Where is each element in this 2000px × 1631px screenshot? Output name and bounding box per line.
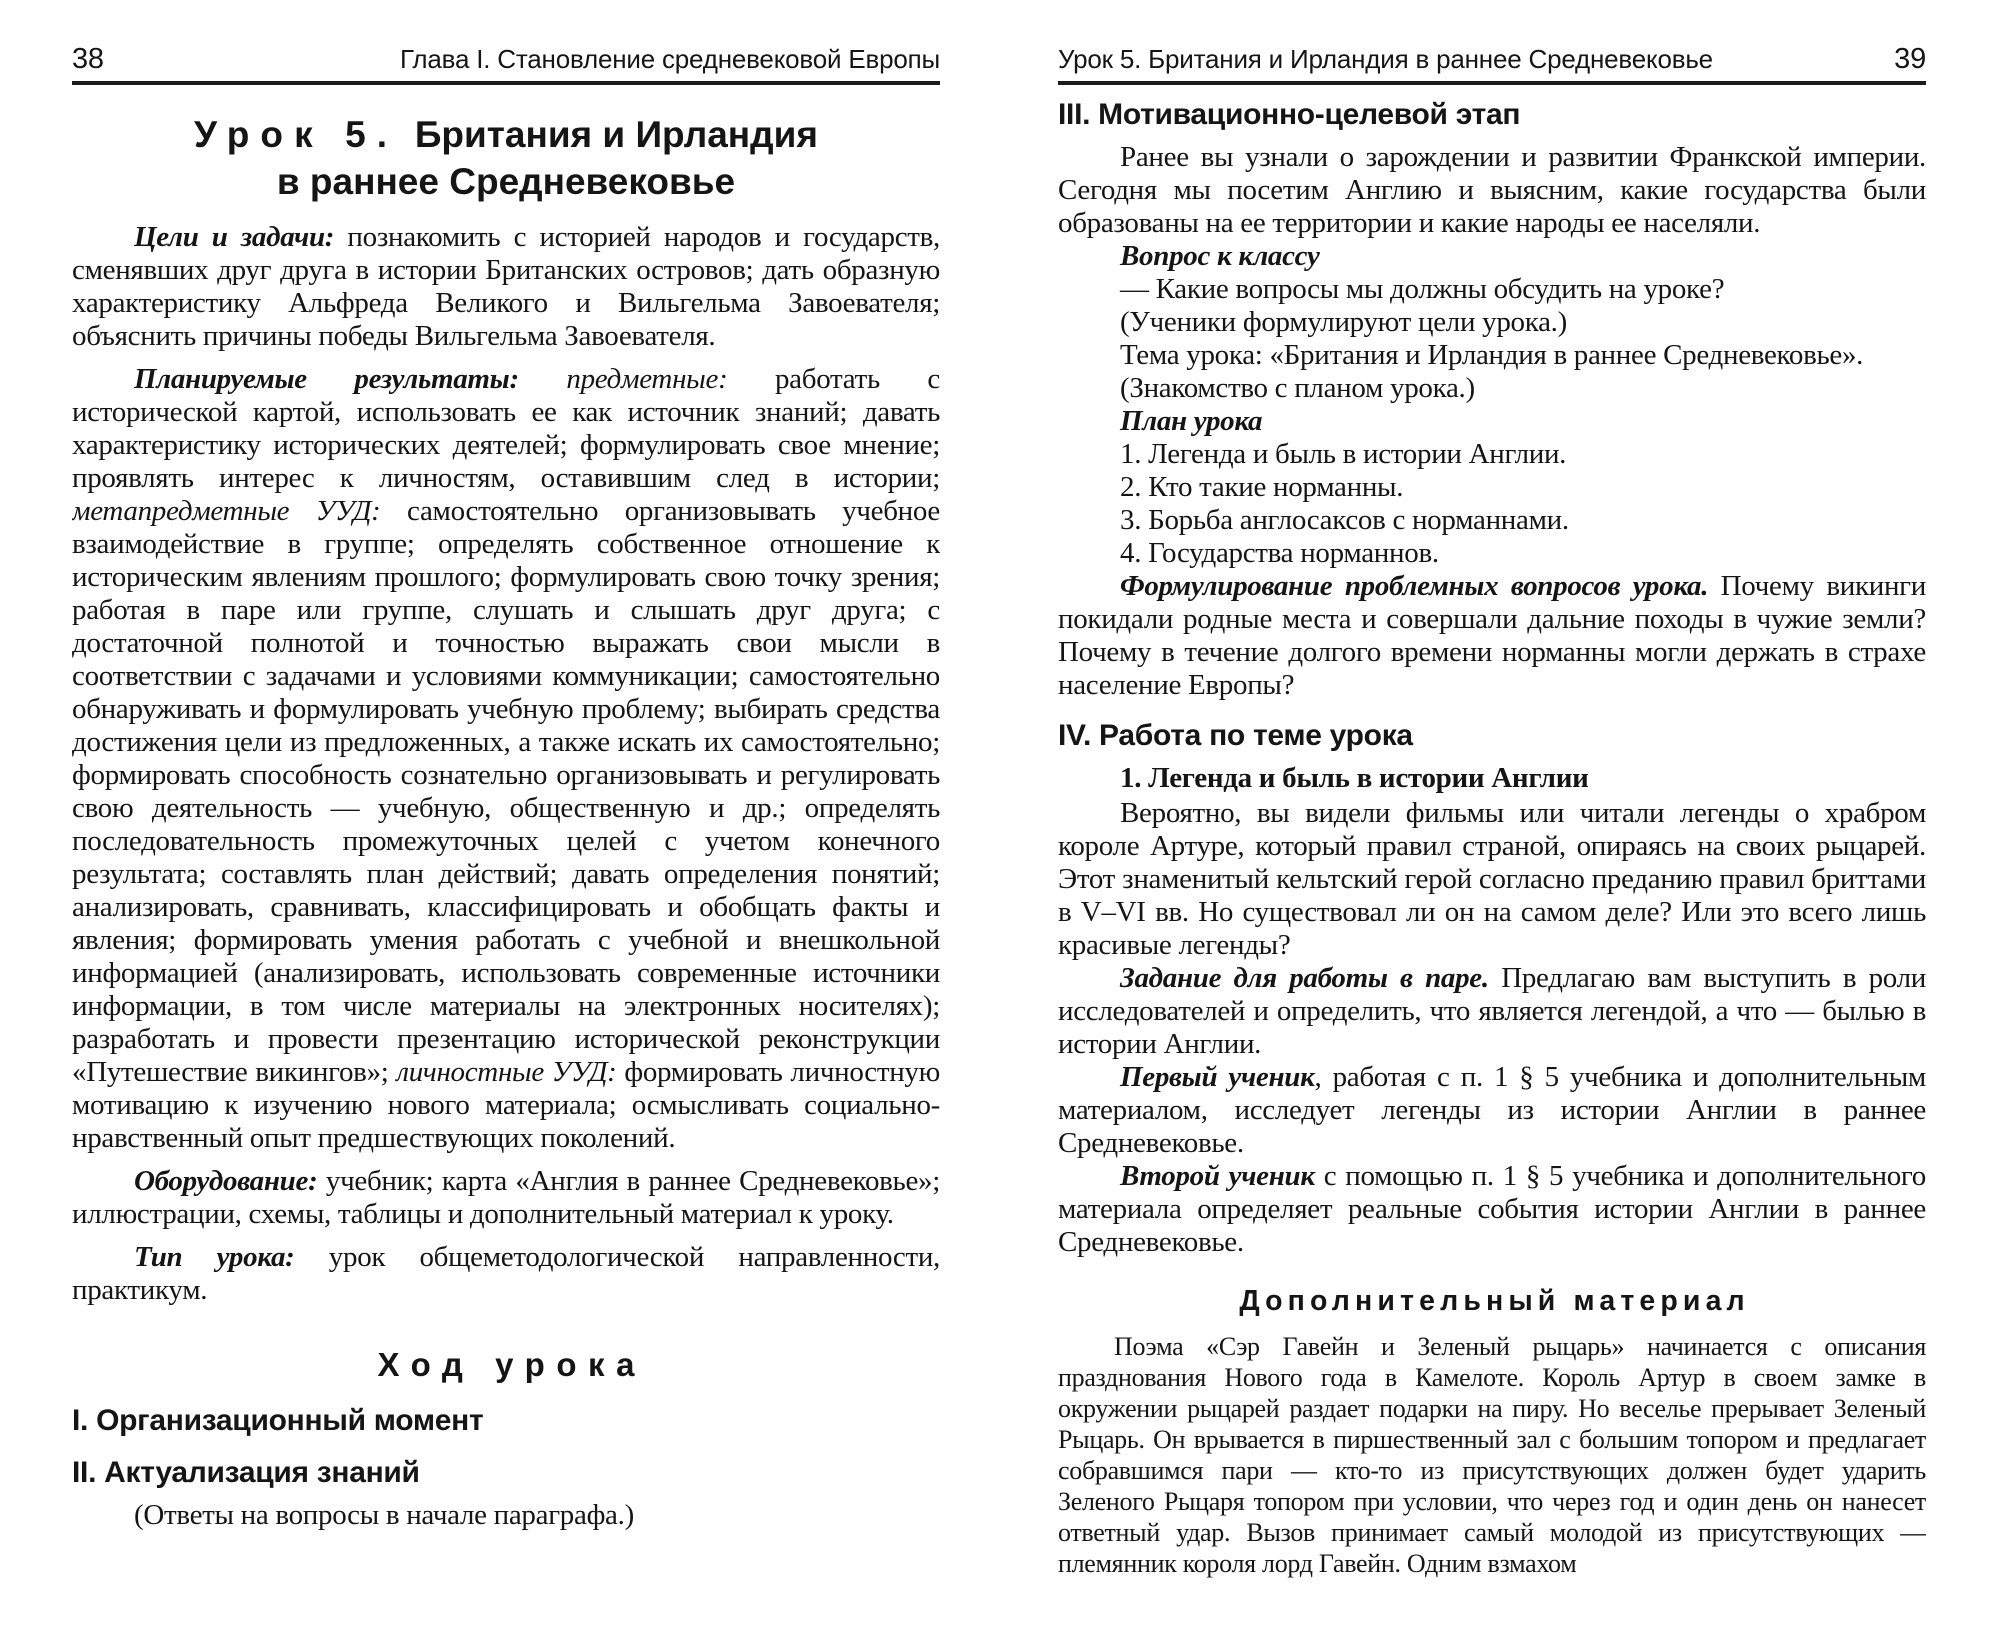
text-run: Оборудование: xyxy=(134,1165,326,1197)
page-right xyxy=(1058,0,1926,1631)
line-plan-heading xyxy=(1058,405,1926,438)
subheading-legend-and-fact: 1. Легенда и быль в истории Англии xyxy=(1120,762,1589,794)
text-run: Вероятно, вы видели фильмы или читали легенды о храбром короле Артуре, который правил страной, опираясь на своих рыцарей. Этот знаменитый кельтский герой согласно преданию правил бриттами в V–VI вв. Но существовал ли он на самом деле? Или это всего лишь красивые легенды? xyxy=(1058,797,1926,961)
lesson-title-line1-text: Британия и Ирландия xyxy=(414,114,818,155)
heading-stage-3: III. Мотивационно-целевой этап xyxy=(1058,98,1521,131)
paragraph-equipment xyxy=(72,1165,940,1231)
text-run: Цели и задачи: xyxy=(134,221,348,253)
heading-stage-2: II. Актуализация знаний xyxy=(72,1456,420,1489)
text-run: урок общеметодологической направленности, практикум. xyxy=(72,1241,940,1306)
page-left xyxy=(72,0,940,1631)
text-run: (Знакомство с планом урока.) xyxy=(1120,372,1475,404)
text-run: метапредметные УУД: xyxy=(72,495,408,527)
paragraph-first-pupil xyxy=(1058,1061,1926,1160)
text-run: 1. Легенда и быль в истории Англии. xyxy=(1120,438,1567,470)
text-run: Ранее вы узнали о зарождении и развитии Франкской империи. Сегодня мы посетим Англию и выясним, какие государства были образованы на ее территории и какие народы ее населяли. xyxy=(1058,141,1926,239)
text-run: (Ответы на вопросы в начале параграфа.) xyxy=(134,1499,634,1531)
paragraph-pair-task xyxy=(1058,962,1926,1061)
running-head: Глава I. Становление средневековой Европы xyxy=(399,44,940,74)
page-number: 38 xyxy=(72,43,104,75)
heading-stage-4: IV. Работа по теме урока xyxy=(1058,719,1413,752)
text-run: Тема урока: «Британия и Ирландия в раннее Средневековье». xyxy=(1120,339,1864,371)
text-run: План урока xyxy=(1120,405,1263,437)
text-run: познакомить с историей народов и государств, сменявших друг друга в истории Британских островов; дать образную характеристику Альфреда Великого и Вильгельма Завоевателя; объяснить причины победы Вильгельма Завоевателя. xyxy=(72,221,940,352)
line-plan-item-2 xyxy=(1058,471,1926,504)
heading-lesson-flow: Ход урока xyxy=(377,1346,646,1383)
text-run: Вопрос к классу xyxy=(1120,240,1320,272)
running-head: Урок 5. Британия и Ирландия в раннее Средневековье xyxy=(1058,44,1713,74)
header-rule xyxy=(1058,81,1926,85)
text-run: самостоятельно организовывать учебное взаимодействие в группе; определять собственное отношение к историческим явлениям прошлого; формулировать свою точку зрения; работая в паре или группе, слушать и слышать друг друга; с достаточной полнотой и точностью выражать свои мысли в соответствии с задачами и условиями коммуникации; самостоятельно обнаруживать и формулировать учебную проблему; выбирать средства достижения цели из предложенных, а также искать их самостоятельно; формировать способность сознательно организовывать и регулировать свою деятельность — учебную, общественную и др.; определять последовательность промежуточных целей с учетом конечного результата; составлять план действий; давать определения понятий; анализировать, сравнивать, классифицировать и обобщать факты и явления; формировать умения работать с учебной и внешкольной информацией (анализировать, использовать современные источники информации, в том числе материалы на электронных носителях); разработать и провести презентацию исторической реконструкции «Путешествие викингов»; xyxy=(72,495,940,1088)
text-run: предметные: xyxy=(566,363,775,395)
text-run: 2. Кто такие норманны. xyxy=(1120,471,1404,503)
line-lesson-theme xyxy=(1058,339,1926,372)
text-run: Поэма «Сэр Гавейн и Зеленый рыцарь» начинается с описания празднования Нового года в Камелоте. Король Артур в своем замке в окружении рыцарей раздает подарки на пиру. Но веселье прерывает Зеленый Рыцарь. Он врывается в пиршественный зал с большим топором и предлагает собравшимся пари — кто-то из присутствующих должен будет ударить Зеленого Рыцаря топором при условии, что через год и один день он нанесет ответный удар. Вызов принимает самый молодой из присутствующих — племянник короля лорд Гавейн. Одним взмахом xyxy=(1058,1332,1926,1578)
paragraph-lesson-type xyxy=(72,1241,940,1307)
text-run: Планируемые результаты: xyxy=(134,363,567,395)
lesson-title xyxy=(72,111,940,205)
lesson-number: Урок 5. xyxy=(194,114,399,155)
text-run: — Какие вопросы мы должны обсудить на уроке? xyxy=(1120,273,1725,305)
paragraph-intro xyxy=(1058,141,1926,240)
text-run: Задание для работы в паре. xyxy=(1120,962,1502,994)
text-run: формировать личностную мотивацию к изучению нового материала; осмысливать социально-нравственный опыт предшествующих поколений. xyxy=(72,1056,940,1154)
page-number: 39 xyxy=(1894,43,1926,75)
text-run: личностные УУД: xyxy=(396,1056,625,1088)
text-run: Предлагаю вам выступить в роли исследователей и определить, что является легендой, а что — былью в истории Англии. xyxy=(1058,962,1926,1060)
text-run: (Ученики формулируют цели урока.) xyxy=(1120,306,1567,338)
lesson-title-line1 xyxy=(72,111,940,158)
page-left-body xyxy=(72,221,940,1532)
line-note-plan xyxy=(1058,372,1926,405)
paragraph-stage-2-note xyxy=(72,1499,940,1532)
page-right-header xyxy=(1058,0,1926,74)
paragraph-goals xyxy=(72,221,940,353)
paragraph-second-pupil xyxy=(1058,1160,1926,1259)
heading-additional-material: Дополнительный материал xyxy=(1239,1285,1750,1317)
line-question xyxy=(1058,273,1926,306)
text-run: Тип урока: xyxy=(134,1241,329,1273)
text-run: Второй ученик xyxy=(1120,1160,1315,1192)
line-plan-item-1 xyxy=(1058,438,1926,471)
text-run: 3. Борьба англосаксов с норманнами. xyxy=(1120,504,1569,536)
text-run: 4. Государства норманнов. xyxy=(1120,537,1439,569)
page-right-body xyxy=(1058,97,1926,1579)
header-rule xyxy=(72,81,940,85)
paragraph-king-arthur xyxy=(1058,797,1926,962)
paragraph-problem-questions xyxy=(1058,570,1926,702)
page-left-header xyxy=(72,0,940,74)
text-run: , работая с п. 1 § 5 учебника и дополнительным материалом, исследует легенды из истории Англии в раннее Средневековье. xyxy=(1058,1061,1926,1159)
heading-stage-1: I. Организационный момент xyxy=(72,1404,484,1437)
text-run: Формулирование проблемных вопросов урока. xyxy=(1120,570,1721,602)
lesson-title-line2: в раннее Средневековье xyxy=(276,161,736,202)
paragraph-gawain-poem xyxy=(1058,1331,1926,1579)
text-run: работать с исторической картой, использовать ее как источник знаний; давать характеристику исторических деятелей; формулировать свое мнение; проявлять интерес к личностям, оставившим след в истории; xyxy=(72,363,940,494)
line-note-pupils xyxy=(1058,306,1926,339)
text-run: Почему викинги покидали родные места и совершали дальние походы в чужие земли? Почему в течение долгого времени норманны могли держать в страхе население Европы? xyxy=(1058,570,1926,701)
line-plan-item-3 xyxy=(1058,504,1926,537)
text-run: Первый ученик xyxy=(1120,1061,1315,1093)
line-plan-item-4 xyxy=(1058,537,1926,570)
text-run: с помощью п. 1 § 5 учебника и дополнительного материала определяет реальные события истории Англии в раннее Средневековье. xyxy=(1058,1160,1926,1258)
text-run: учебник; карта «Англия в раннее Средневековье»; иллюстрации, схемы, таблицы и дополнительный материал к уроку. xyxy=(72,1165,940,1230)
line-question-to-class xyxy=(1058,240,1926,273)
paragraph-planned-results xyxy=(72,363,940,1155)
